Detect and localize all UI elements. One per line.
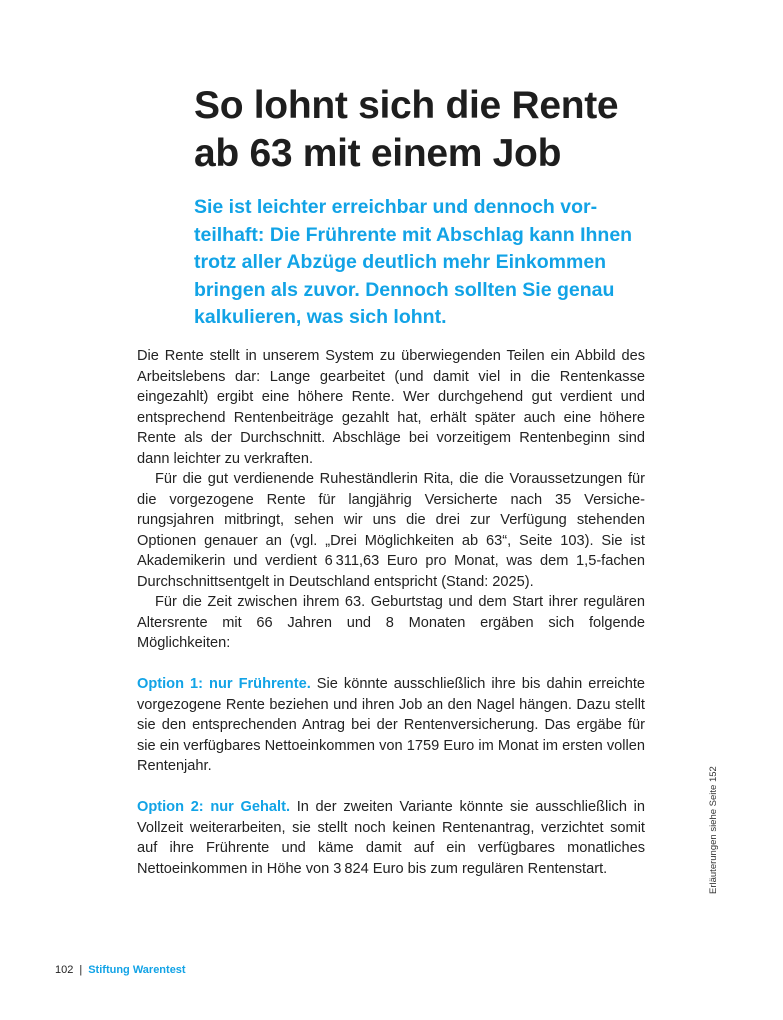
- headline: [194, 82, 664, 178]
- page-number: 102: [55, 964, 74, 976]
- footer-separator: |: [79, 964, 83, 976]
- lead-paragraph: Sie ist leichter erreichbar und dennoch vorteilhaft: Die Frührente mit Abschlag kann Ihnen trotz aller Abzüge deutlich mehr Einkommen bringen als zuvor. Dennoch sollten Sie genau kalkulieren, was sich lohnt.: [194, 196, 633, 328]
- body-paragraph-1: Die Rente stellt in unserem System zu überwiegenden Teilen ein Abbild des Arbeitslebens dar: Lange gearbeitet (und damit viel in die Rentenkasse eingezahlt) ergibt eine höhere Rente. Wer durchgehend gut verdient und entsprechend Rentenbeiträge gezahlt hat, erhält später auch eine höhere Rente als der Durchschnitt. Abschläge bei vorzeitigem Rentenbeginn sind dann leichter zu verkraften.: [137, 348, 645, 467]
- option-2-text: In der zweiten Variante könnte sie ausschließlich in Vollzeit weiterarbeiten, sie stellt noch keinen Rentenantrag, verzichtet somit auf ihre Frührente und käme damit auf ein verfügbares monatliches Nettoeinkommen in Höhe von 3 824 Euro bis zum regulären Rentenstart.: [137, 799, 645, 877]
- article-body: [137, 346, 645, 879]
- headline-line-1: So lohnt sich die Rente: [194, 84, 619, 127]
- option-2-paragraph: [137, 797, 645, 879]
- option-1-text: Sie könnte ausschließlich ihre bis dahin erreichte vorgezogene Rente beziehen und ihren Job an den Nagel hängen. Dazu stellt sie den entsprechenden Antrag bei der Rentenversicherung. Das ergäbe für sie ein verfügbares Nettoeinkommen von 1759 Euro im Monat im ersten vollen Rentenjahr.: [137, 676, 645, 774]
- side-note-references: Erläuterungen siehe Seite 152: [708, 766, 719, 894]
- headline-line-2: ab 63 mit einem Job: [194, 132, 562, 175]
- body-paragraph-3: Für die Zeit zwischen ihrem 63. Geburtstag und dem Start ihrer regulären Altersrente mit 66 Jahren und 8 Monaten ergäben sich folgende Möglichkeiten:: [137, 594, 645, 651]
- page-footer: [55, 964, 186, 976]
- option-2-label: Option 2: nur Gehalt.: [137, 799, 291, 815]
- option-1-paragraph: [137, 674, 645, 777]
- body-paragraph-2: Für die gut verdienende Ruheständlerin Rita, die die Voraussetzungen für die vorgezogene Rente für langjährig Versicherte nach 35 Versicherungsjahren mitbringt, sehen wir uns die drei zur Verfügung stehenden Optionen genauer an (vgl. „Drei Möglichkeiten ab 63“, Seite 103). Sie ist Akademikerin und verdient 6 311,63 Euro pro Monat, was dem 1,5-fachen Durchschnittsentgelt in Deutschland entspricht (Stand: 2025).: [137, 471, 645, 590]
- publisher-name: Stiftung Warentest: [88, 964, 186, 976]
- option-1-label: Option 1: nur Frührente.: [137, 676, 311, 692]
